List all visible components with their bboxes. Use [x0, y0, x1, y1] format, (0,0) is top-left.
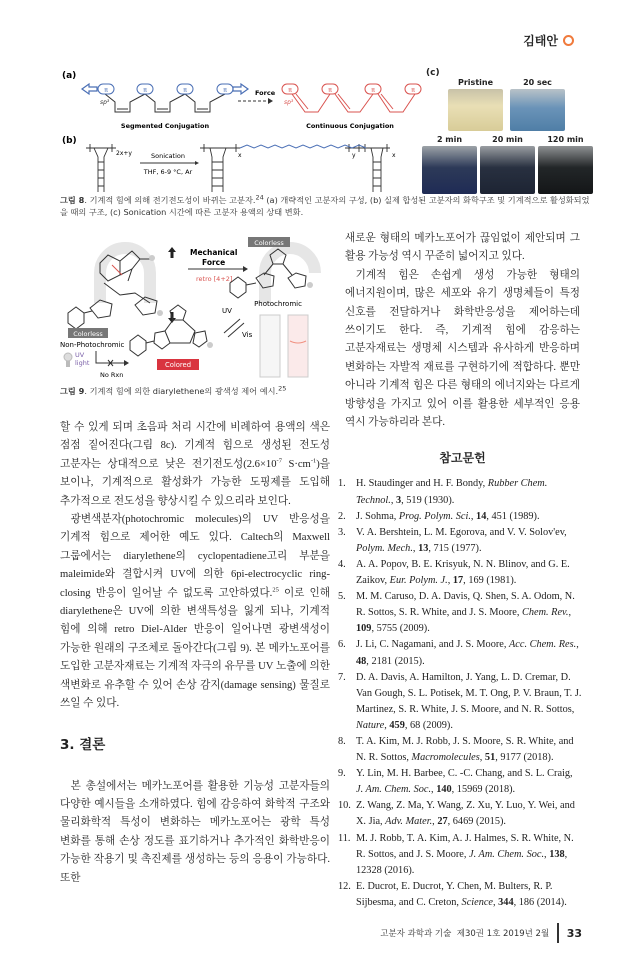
pi-units-blue	[98, 84, 233, 94]
cuvettes	[260, 315, 308, 377]
text-run: J. Am. Chem. Soc.	[469, 848, 545, 860]
text-run: V. A. Bershtein, L. M. Egorova, and V. V. Solov'ev,	[356, 526, 567, 538]
text-run: 이로 인해 diarylethene은 UV에 의한 변색특성을 잃게 되나, 기계적 힘에 의해 retro Diel-Alder 반응이 일어나면 광변색성이 가능한 원래의 구조체로 돌아간다(그림 9). 본 메카노포어를 도입한 고분자재료는 기계적 자극의 유무를 UV 노출에 의한 색변화로 유추할 수 있어 손상 감지(damage sensing) 물질로 쓰일 수 있다.	[60, 587, 330, 710]
segmented-conjugation-label: Segmented Conjugation	[120, 122, 210, 130]
text-run: (a) 개략적인 고분자의 구성, (b) 실제 합성된 고분자의 화학구조 및 기계적으로 활성화되었을 때의 구조, (c) Sonication 시간에 따른 고분자 용액의 상태 변화.	[60, 195, 590, 217]
text-run: S·cm	[281, 458, 311, 470]
text-run: ,	[447, 575, 453, 587]
reference-item	[338, 509, 582, 525]
text-run: ,	[568, 607, 572, 619]
text-run: Science	[461, 896, 493, 908]
paragraph	[60, 778, 330, 888]
text-run: Prog. Polym. Sci.	[398, 510, 471, 522]
text-run: ,	[384, 719, 390, 731]
text-run: H. Staudinger and H. F. Bondy,	[356, 478, 488, 490]
figure-9-scheme	[60, 233, 335, 383]
mechanical-label: Mechanical	[190, 248, 238, 257]
paragraph	[60, 419, 330, 511]
text-run: Chem. Rev.	[522, 607, 569, 619]
text-run: 기계적 힘은 손쉽게 생성 가능한 형태의 에너지원이며, 많은 세포와 유기 생명체들이 특정 신호를 전달하거나 화학반응성을 제어하는데 쓰이기도 한다. 즉, 기계적 힘에 감응하는 고분자재료는 생명체 시스템과 유사하게 반응하며 변화하는 자발적 재료를 구현하기에 적합하다. 뿐만 아니라 기계적 힘은 다른 형태의 에너지와는 다르게 방향성을 가지고 있어 이를 활용한 세부적인 응용 역시 가능하리라 본다.	[345, 269, 580, 429]
reference-number: 2.	[338, 510, 346, 522]
text-run: , 5755 (2009).	[371, 623, 430, 635]
text-run: ,	[470, 510, 477, 522]
text-run: Polym. Mech.	[356, 542, 413, 554]
text-run: ,	[479, 752, 485, 764]
paragraph	[345, 230, 580, 267]
figure-9-caption	[60, 385, 335, 397]
text-run: , 715 (1977).	[428, 542, 482, 554]
text-run: T. A. Kim, M. J. Robb, J. S. Moore, S. R. White, and N. R. Sottos,	[356, 735, 574, 764]
text-run: E. Ducrot, E. Ducrot, Y. Chen, M. Bulters, R. P. Sijbesma, and C. Creton,	[356, 880, 553, 908]
text-run: 24	[255, 193, 264, 202]
force-arrowhead	[268, 98, 273, 104]
blocked-arrowhead	[124, 360, 129, 366]
reaction-arrowhead	[195, 161, 199, 165]
text-run: 109	[356, 623, 372, 635]
reaction-arrowhead	[243, 266, 248, 272]
svg-text:π: π	[143, 87, 147, 94]
text-run: 48	[356, 655, 367, 667]
reference-item	[338, 525, 582, 557]
reference-item	[338, 589, 582, 637]
photo-label: Pristine	[458, 78, 493, 87]
polymer-attachment-bead	[157, 310, 163, 316]
photo-20min	[480, 146, 535, 194]
force-label: Force	[202, 258, 226, 267]
photo-label: 20 sec	[523, 78, 552, 87]
blocked-arrow	[96, 351, 124, 363]
text-run: Z. Wang, Z. Ma, Y. Wang, Z. Xu, Y. Luo, Y. Wei, and X. Jia,	[356, 800, 575, 828]
text-run: ,	[432, 816, 438, 828]
left-column-body	[60, 419, 330, 714]
figure-8	[60, 62, 590, 197]
reference-item	[338, 766, 582, 798]
right-column-body	[345, 230, 580, 432]
text-run: Y. Lin, M. H. Barbee, C. -C. Chang, and S. L. Craig,	[356, 768, 573, 780]
text-run: -1	[310, 457, 317, 465]
conclusion-body	[60, 778, 330, 888]
photo-label: 120 min	[547, 135, 584, 144]
start-subscript: 2x+y	[116, 150, 132, 157]
polymer-start-structure	[86, 144, 116, 192]
issue-info: 제30권 1호 2019년 2월	[456, 929, 550, 939]
panel-c	[426, 62, 590, 197]
author-name: 김태안	[523, 34, 558, 48]
text-run: Acc. Chem. Res.	[509, 639, 577, 651]
text-run: 344	[498, 896, 514, 908]
text-run: 광변색분자(photochromic molecules)의 UV 반응성을 기계적 힘으로 제어한 예도 있다. Caltech의 Maxwell 그룹에서는 diarylethene의 cyclopentadiene고리 부분을 maleimide와 결합시켜 UV에 의한 6pi-electrocyclic ring-closing 반응이 일어날 수 없도록 고안하였다.	[60, 514, 330, 599]
text-run: ,	[390, 494, 396, 506]
sp3-label: sp³	[284, 99, 294, 106]
text-run: ,	[431, 784, 437, 796]
text-run: ,	[493, 896, 499, 908]
continuous-chain	[292, 94, 415, 112]
reference-number: 6.	[338, 639, 346, 651]
pull-arrow-right-icon	[233, 84, 248, 94]
uv-label: UV	[222, 307, 232, 315]
vis-label: Vis	[242, 331, 253, 339]
text-run: 새로운 형태의 메카노포어가 끊임없이 제안되며 그 활용 가능성 역시 꾸준히 넓어지고 있다.	[345, 233, 580, 263]
colored-label: Colored	[164, 361, 192, 369]
two-column-body	[60, 230, 622, 911]
text-run: 138	[549, 848, 565, 860]
paragraph	[60, 511, 330, 713]
text-run: . 기계적 힘에 의한 diarylethene의 광색성 제어 예시.	[84, 386, 279, 396]
text-run: 27	[437, 816, 448, 828]
text-run: 25	[272, 586, 279, 594]
up-arrow-icon	[168, 247, 176, 258]
text-run: . 기계적 힘에 의해 전기전도성이 바뀌는 고분자.	[84, 195, 256, 205]
text-run: , 451 (1989).	[486, 510, 540, 522]
left-column	[60, 230, 335, 888]
reference-number: 3.	[338, 526, 346, 538]
text-run: ,	[544, 848, 550, 860]
conditions-label: THF, 6-9 °C, Ar	[143, 168, 193, 176]
pull-arrow-left-icon	[82, 84, 97, 94]
text-run: , 519 (1930).	[401, 494, 455, 506]
polymer-attachment-bead	[307, 282, 313, 288]
journal-name: 고분자 과학과 기술	[380, 929, 452, 939]
text-run: )을 보이나, 기계적으로 활성화가 가능한 도핑제를 도입해 추가적으로 전도성을 향상시킬 수 있으리라 보인다.	[60, 458, 330, 507]
page-footer	[60, 923, 582, 943]
reference-item	[338, 734, 582, 766]
pi-labels-red	[288, 87, 415, 94]
panel-b-label: (b)	[62, 136, 77, 146]
text-run: 459	[389, 719, 405, 731]
section-heading-conclusion: 3. 결론	[60, 736, 106, 753]
continuous-conjugation-label: Continuous Conjugation	[306, 122, 394, 130]
pi-labels-blue	[104, 87, 227, 94]
retro-label: retro [4+2]	[196, 275, 233, 283]
reference-number: 4.	[338, 558, 346, 570]
reference-number: 10.	[338, 800, 351, 812]
subscript-x: x	[392, 152, 396, 159]
equilibrium-arrows	[224, 319, 244, 337]
polymer-product-structure	[200, 144, 390, 192]
figure-9	[60, 233, 335, 383]
text-run: Macromolecules	[411, 752, 480, 764]
non-photochromic-label: Non-Photochromic	[60, 341, 125, 349]
svg-text:π: π	[411, 87, 415, 94]
subscript-y: y	[352, 152, 356, 159]
text-run: Rubber Chem. Technol.	[356, 478, 548, 506]
colorless-label-bottom: Colorless	[73, 330, 103, 338]
lightbulb-icon	[64, 353, 72, 367]
colorless-label-top: Colorless	[254, 239, 284, 247]
text-run: 25	[278, 384, 287, 393]
right-column	[338, 230, 582, 911]
text-run: , 68 (2009).	[404, 719, 453, 731]
reference-number: 11.	[338, 832, 351, 844]
text-run: , 15969 (2018).	[451, 784, 516, 796]
text-run: , 169 (1981).	[463, 575, 517, 587]
reference-list	[338, 476, 582, 911]
text-run: ,	[576, 639, 579, 651]
figure-8-schematic	[60, 62, 425, 197]
sonication-label: Sonication	[150, 152, 186, 160]
uv-light-label-1: UV	[75, 351, 85, 359]
photochromic-label: Photochromic	[254, 300, 302, 308]
photo-20sec	[510, 89, 565, 131]
panel-a-label: (a)	[62, 71, 77, 81]
reference-number: 7.	[338, 671, 346, 683]
text-run: , 12328 (2016).	[356, 848, 568, 876]
references-heading: 참고문헌	[439, 451, 486, 466]
text-run: J. Li, C. Nagamani, and J. S. Moore,	[356, 639, 510, 651]
reference-item	[338, 476, 582, 508]
reference-item	[338, 879, 582, 911]
force-label: Force	[255, 89, 276, 97]
text-run: A. A. Popov, B. E. Krisyuk, N. N. Blinov, and G. E. Zaikov,	[356, 558, 570, 587]
svg-text:π: π	[288, 87, 292, 94]
figure-8-caption	[60, 194, 590, 218]
text-run: 그림 8	[60, 195, 85, 205]
text-run: M. J. Robb, T. A. Kim, A. J. Halmes, S. R. White, N. R. Sottos, and J. S. Moore,	[356, 832, 574, 860]
footer-divider	[557, 923, 559, 943]
svg-text:π: π	[328, 87, 332, 94]
reference-number: 12.	[338, 880, 351, 892]
pi-units-red	[282, 84, 421, 94]
text-run: , 2181 (2015).	[366, 655, 425, 667]
text-run: D. A. Davis, A. Hamilton, J. Yang, L. D. Cremar, D. Van Gough, S. L. Potisek, M. T. Ong, P. V. Braun, T. J. Martinez, S. R. White, J. S. Moore, and N. R. Sottos,	[356, 671, 582, 715]
text-run: Eur. Polym. J.	[389, 575, 448, 587]
photo-label: 20 min	[492, 135, 523, 144]
reference-item	[338, 637, 582, 669]
text-run: Nature	[356, 719, 385, 731]
reference-number: 9.	[338, 768, 346, 780]
uv-light-label-2: light	[75, 359, 90, 367]
paragraph	[345, 267, 580, 433]
photo-120min	[538, 146, 593, 194]
text-run: J. Am. Chem. Soc.	[356, 784, 432, 796]
text-run: , 186 (2014).	[513, 896, 567, 908]
reference-item	[338, 670, 582, 734]
photo-2min	[422, 146, 477, 194]
reference-number: 1.	[338, 478, 346, 490]
reference-item	[338, 798, 582, 830]
polymer-attachment-bead	[149, 255, 155, 261]
polymer-attachment-bead	[207, 342, 213, 348]
no-rxn-label: No Rxn	[100, 371, 124, 379]
text-run: J. Sohma,	[356, 510, 399, 522]
panel-c-label: (c)	[426, 68, 440, 78]
text-run: 14	[476, 510, 487, 522]
segmented-chain	[105, 94, 225, 112]
text-run: 13	[418, 542, 429, 554]
text-run: 할 수 있게 되며 초음파 처리 시간에 비례하여 용액의 색은 점점 짙어진다(그림 8c). 기계적 힘으로 생성된 전도성 고분자는 상대적으로 낮은 전기전도성(2.6×10	[60, 422, 330, 470]
text-run: 본 총설에서는 메카노포어를 활용한 기능성 고분자들의 다양한 예시들을 소개하였다. 힘에 감응하여 화학적 구조와 물리화학적 특성이 변화하는 메카노포어는 광학 특성 변화를 통해 손상 정도를 표기하거나 추가적인 화학반응이 가능한 작용기 및 촉진제를 생성하는 등의 응용이 가능하다. 또한	[60, 780, 330, 884]
text-run: Adv. Mater.	[385, 816, 433, 828]
svg-text:π: π	[183, 87, 187, 94]
text-run: 51	[484, 752, 496, 764]
photo-pristine	[448, 89, 503, 131]
svg-text:π: π	[104, 87, 108, 94]
text-run: 그림 9	[60, 386, 85, 396]
text-run: M. M. Caruso, D. A. Davis, Q. Shen, S. A. Odom, N. R. Sottos, S. R. White, and J. S. Moore,	[356, 591, 575, 619]
reference-number: 8.	[338, 735, 346, 747]
reference-item	[338, 557, 582, 589]
text-run: ,	[412, 542, 419, 554]
text-run: 3	[395, 494, 402, 506]
subscript-x: x	[238, 152, 242, 159]
reference-number: 5.	[338, 591, 346, 603]
reference-item	[338, 831, 582, 879]
svg-text:π: π	[371, 87, 375, 94]
running-header-author	[523, 32, 574, 49]
text-run: , 6469 (2015).	[447, 816, 506, 828]
photo-label: 2 min	[436, 135, 463, 144]
ring-icon	[563, 35, 574, 46]
svg-text:π: π	[223, 87, 227, 94]
text-run: 140	[436, 784, 452, 796]
text-run: -7	[276, 457, 282, 465]
sp3-label: sp³	[100, 99, 110, 106]
text-run: , 9177 (2018).	[495, 752, 554, 764]
page-number: 33	[566, 926, 582, 940]
text-run: 17	[452, 575, 464, 587]
